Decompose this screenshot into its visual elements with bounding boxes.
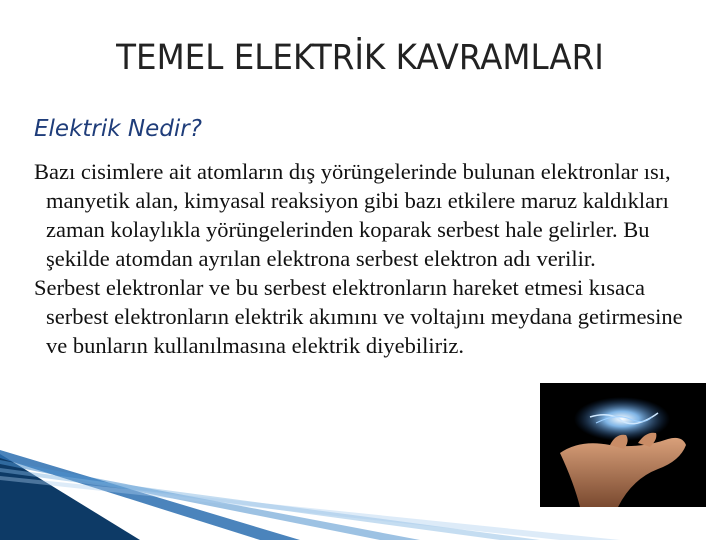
page-title: TEMEL ELEKTRİK KAVRAMLARI — [116, 38, 604, 78]
section-heading: Elektrik Nedir? — [34, 116, 202, 142]
paragraph-free-electrons: Serbest elektronlar ve bu serbest elektronların hareket etmesi kısaca serbest elektronların elektrik akımını ve voltajını meydana getirmesine ve bunların kullanılmasına elektrik diyebiliriz. — [34, 275, 683, 358]
glowing-hand-icon — [540, 383, 706, 507]
body-text — [34, 157, 702, 360]
glowing-hand-image — [540, 383, 706, 507]
paragraph-definition: Bazı cisimlere ait atomların dış yörüngelerinde bulunan elektronlar ısı, manyetik alan, kimyasal reaksiyon gibi bazı etkilere maruz kaldıkları zaman kolaylıkla yörüngelerinden koparak serbest hale gelirler. Bu şekilde atomdan ayrılan elektrona serbest elektron adı verilir. — [34, 159, 671, 271]
